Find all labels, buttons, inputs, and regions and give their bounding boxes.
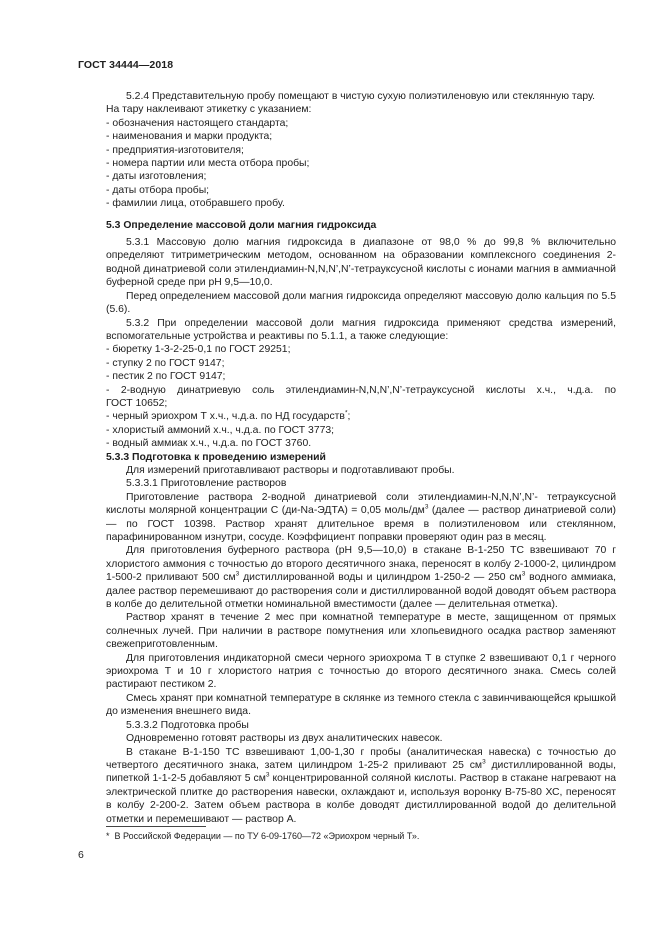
subsection-heading: 5.3.3.1 Приготовление растворов <box>126 478 287 490</box>
section-heading: 5.3 Определение массовой доли магния гидроксида <box>106 219 377 231</box>
superscript: 3 <box>235 570 240 578</box>
list-item: - бюретку 1-3-2-25-0,1 по ГОСТ 29251; <box>106 344 291 356</box>
list-item: ГОСТ 10652; <box>106 397 168 409</box>
standard-header: ГОСТ 34444—2018 <box>78 59 174 71</box>
list-item: - даты изготовления; <box>106 171 207 183</box>
list-item-end: ; <box>347 411 351 423</box>
paragraph: В стакане В-1-150 ТС взвешивают 1,00-1,30 г пробы (аналитическая навеска) с точностью до четвертого десятичного знака, затем цилиндром 1-25-2 приливают 25 $см^3$ дистиллированной воды, пипеткой 1-1-2-5 добавляют 5 $см^3$ концентрированной соляной кислоты. Раствор в стакане нагревают на электрической плитке до растворения навески, охлаждают и, используя воронку В-75-80 ХС, переносят в колбу 2-200-2. Затем объем раствора в колбе доводят дистиллированной водой до делительной отметки и перемешивают — раствор А. <box>106 746 617 825</box>
paragraph: Для приготовления буферного раствора (рН 9,5—10,0) в стакане В-1-250 ТС взвешивают 70 г хлористого аммония с точностью до второго десятичного знака, переносят в колбу 2-1000-2, цилиндром 1-500-2 приливают 500 $см^3$ дистиллированной воды и цилиндром 1-250-2 — 250 $см^3$ водного аммиака, далее раствор перемешивают до растворения соли и дистиллированной водой доводят объем раствора в колбе до делительной отметки номинальной вместимости (далее — делительная отметка). <box>106 545 616 611</box>
footnote-text: В Российской Федерации — по ТУ 6-09-1760—72 «Эриохром черный Т». <box>114 831 420 841</box>
paragraph: Для измерений приготавливают растворы и подготавливают пробы. <box>126 464 455 476</box>
superscript: 3 <box>424 503 429 511</box>
paragraph: Одновременно готовят растворы из двух аналитических навесок. <box>126 733 443 745</box>
paragraph: 5.3.1 Массовую долю магния гидроксида в диапазоне от 98,0 % до 99,8 % включительно определяют титриметрическим методом, основанном на образовании комплексного соединения 2-водной динатриевой соли этилендиамин-N,N,N’,N’-тетрауксусной кислоты с ионами магния в аммиачной буферной среде при рН 9,5—10,0. <box>106 237 616 289</box>
list-item: - пестик 2 по ГОСТ 9147; <box>106 371 226 383</box>
list-item: - обозначения настоящего стандарта; <box>106 117 289 129</box>
list-item: - фамилии лица, отобравшего пробу. <box>106 198 285 210</box>
page-number: 6 <box>78 849 84 861</box>
paragraph: Для приготовления индикаторной смеси черного эриохрома Т в ступке 2 взвешивают 0,1 г черного эриохрома Т и 10 г хлористого натрия с точностью до второго десятичного знака. Смесь солей растирают пестиком 2. <box>106 652 616 691</box>
list-item <box>106 410 616 423</box>
footnote-marker: * <box>344 409 348 417</box>
paragraph: Перед определением массовой доли магния гидроксида определяют массовую долю кальция по 5.5 (5.6). <box>106 290 616 316</box>
footnote-marker: * <box>106 831 110 841</box>
paragraph: 5.3.2 При определении массовой доли магния гидроксида применяют средства измерений, вспомогательные устройства и реактивы по 5.1.1, а также следующие: <box>106 317 616 342</box>
list-item: - водный аммиак х.ч., ч.д.а. по ГОСТ 3760. <box>106 438 312 450</box>
list-item: - 2-водную динатриевую соль этилендиамин-N,N,N’,N’-тетрауксусной кислоты х.ч., ч.д.а. по <box>106 384 616 396</box>
main-text <box>106 90 616 826</box>
section-heading: 5.3.3 Подготовка к проведению измерений <box>106 451 326 463</box>
list-item: - даты отбора пробы; <box>106 184 210 196</box>
list-item: - ступку 2 по ГОСТ 9147; <box>106 357 225 369</box>
superscript: 3 <box>521 570 526 578</box>
list-item: - наименования и марки продукта; <box>106 131 273 143</box>
list-item: - хлористый аммоний х.ч., ч.д.а. по ГОСТ 3773; <box>106 424 335 436</box>
paragraph: Смесь хранят при комнатной температуре в склянке из темного стекла с завинчивающейся крышкой до изменения внешнего вида. <box>106 692 616 718</box>
paragraph: На тару наклеивают этикетку с указанием: <box>106 104 312 116</box>
paragraph: 5.2.4 Представительную пробу помещают в чистую сухую полиэтиленовую или стеклянную тару. <box>126 91 596 102</box>
list-item-text: - черный эриохром Т х.ч., ч.д.а. по НД государств <box>106 411 345 423</box>
list-item: - предприятия-изготовителя; <box>106 144 244 156</box>
list-item: - номера партии или места отбора пробы; <box>106 158 310 170</box>
footnote <box>106 831 419 841</box>
subsection-heading: 5.3.3.2 Подготовка пробы <box>126 719 249 731</box>
superscript: 3 <box>482 758 486 766</box>
footnote-divider <box>106 826 206 827</box>
superscript: 3 <box>265 771 270 779</box>
paragraph: Приготовление раствора 2-водной динатриевой соли этилендиамин-N,N,N’,N’- тетрауксусной кислоты молярной концентрации С (ди-Na-ЭДТА) = 0,05 моль/$дм^3$ (далее — раствор динатриевой соли) — по ГОСТ 10398. Раствор хранят длительное время в полиэтиленовом или стеклянном, парафинированном изнутри, сосуде. Коэффициент поправки проверяют один раз в месяц. <box>106 491 617 543</box>
paragraph: Раствор хранят в течение 2 мес при комнатной температуре в месте, защищенном от прямых солнечных лучей. При наличии в растворе помутнения или хлопьевидного осадка раствор заменяют свежеприготовленным. <box>106 612 616 651</box>
